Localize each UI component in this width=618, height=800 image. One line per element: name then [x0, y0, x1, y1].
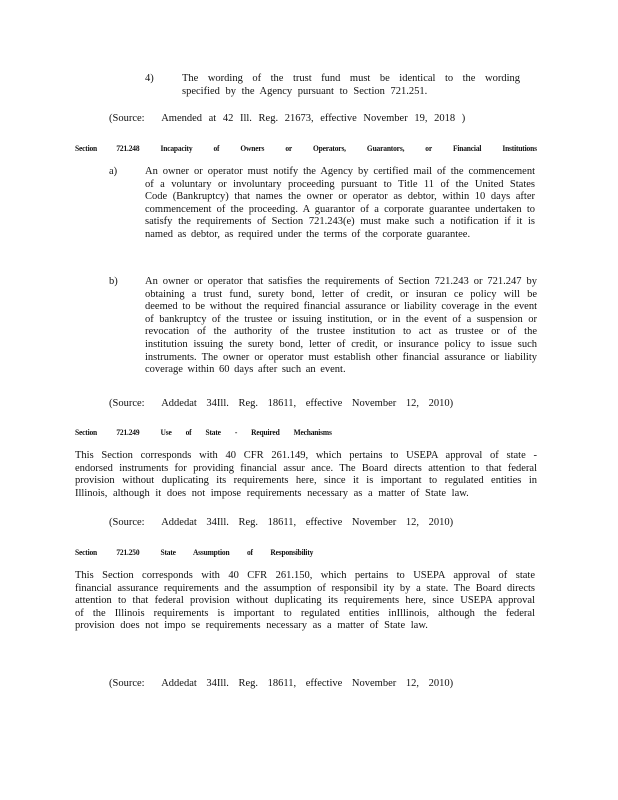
item-marker: 4)	[145, 73, 154, 84]
source-note: (Source: Addedat 34Ill. Reg. 18611, effective November 12, 2010)	[109, 398, 454, 409]
item-text: An owner or operator must notify the Agency by certified mail of the commencement of a voluntary or involuntary proceeding pursuant to Title 11 of the United States Code (Bankruptcy) that names the owner or operator as debtor, within 10 days after commencement of the proceeding. A guarantor of a corporate guarantee undertaken to satisfy the requirements of Section 721.243(e) must make such a notification if it is named as debtor, as required under the terms of the corporate guarantee.	[145, 166, 535, 240]
section-heading-250: Section 721.250 State Assumption of Responsibility	[75, 547, 314, 557]
section-body-249: This Section corresponds with 40 CFR 261.149, which pertains to USEPA approval of state - endorsed instruments for providing financial assur ance. The Board directs attention to that federal provision without duplicating its requirements here, since it is important to regulated entities in Illinois, although it does not impose requirements necessary as a matter of State law.	[75, 450, 537, 499]
source-note: (Source: Addedat 34Ill. Reg. 18611, effective November 12, 2010)	[109, 678, 454, 689]
item-text: An owner or operator that satisfies the requirements of Section 721.243 or 721.247 by obtaining a trust fund, surety bond, letter of credit, or insuran ce policy will be deemed to be without the required financial assurance or liability coverage in the event of bankruptcy of the trustee or issuing institution, or in the event of a suspension or revocation of the authority of the trustee institution to act as trustee or of the institution issuing the surety bond, letter of credit, or insurance policy to issue such instruments. The owner or operator must establish other financial assurance or liability coverage within 60 days after such an event.	[145, 276, 537, 376]
source-note: (Source: Addedat 34Ill. Reg. 18611, effective November 12, 2010)	[109, 517, 454, 528]
section-heading-249: Section 721.249 Use of State - Required Mechanisms	[75, 427, 332, 437]
item-text: The wording of the trust fund must be identical to the wording specified by the Agency pursuant to Section 721.251.	[182, 73, 520, 97]
item-marker: b)	[109, 276, 118, 287]
section-heading-248: Section 721.248 Incapacity of Owners or Operators, Guarantors, or Financial Institutions	[75, 143, 537, 153]
section-body-250: This Section corresponds with 40 CFR 261.150, which pertains to USEPA approval of state financial assurance requirements and the assumption of responsibil ity by a state. The Board directs attention to that federal provision without duplicating its requirements here, since USEPA approval of the Illinois requirements is important to regulated entities inIllinois, although the federal provision does not impo se requirements necessary as a matter of State law.	[75, 570, 535, 632]
source-note: (Source: Amended at 42 Ill. Reg. 21673, effective November 19, 2018 )	[109, 113, 466, 124]
item-marker: a)	[109, 166, 118, 177]
